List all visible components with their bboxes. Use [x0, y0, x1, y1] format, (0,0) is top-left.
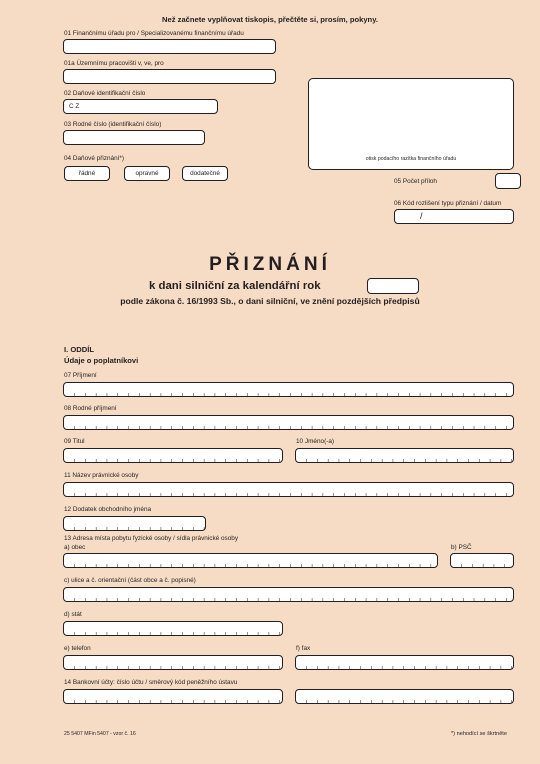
form-code: 25 5407 MFin 5407 - vzor č. 16 — [64, 731, 136, 737]
birth-surname-input[interactable] — [63, 415, 514, 430]
form-subtitle: k dani silniční za kalendářní rok — [149, 280, 321, 292]
territorial-office-input[interactable] — [63, 69, 276, 84]
field-13a-label: a) obec — [64, 544, 86, 551]
field-13d-label: d) stát — [64, 611, 82, 618]
municipality-input[interactable] — [63, 553, 438, 568]
field-13e-label: e) telefon — [64, 645, 91, 652]
attachments-count-input[interactable] — [495, 173, 521, 189]
field-03-label: 03 Rodné číslo (identifikační číslo) — [64, 121, 162, 128]
form-title: PŘIZNÁNÍ — [209, 254, 331, 275]
field-13-label: 13 Adresa místa pobytu fyzické osoby / sídla právnické osoby — [64, 535, 239, 542]
field-07-label: 07 Příjmení — [64, 372, 97, 379]
field-09-label: 09 Titul — [64, 438, 85, 445]
first-name-input[interactable] — [295, 448, 514, 463]
code-date-separator: / — [420, 211, 423, 221]
field-12-label: 12 Dodatek obchodního jména — [64, 506, 152, 513]
street-input[interactable] — [63, 587, 514, 602]
section-title: I. ODDÍL — [64, 345, 94, 354]
field-02-label: 02 Daňové identifikační číslo — [64, 90, 146, 97]
fax-input[interactable] — [295, 655, 514, 670]
instruction-text: Než začnete vyplňovat tiskopis, přečtěte si, prosím, pokyny. — [162, 15, 378, 24]
stamp-label: otisk podacího razítka finančního úřadu — [365, 156, 457, 162]
surname-input[interactable] — [63, 382, 514, 397]
field-01a-label: 01a Územnímu pracovišti v, ve, pro — [64, 60, 164, 67]
title-input[interactable] — [63, 448, 283, 463]
return-type-regular[interactable]: řádné — [64, 166, 110, 181]
field-10-label: 10 Jméno(-a) — [296, 438, 335, 445]
calendar-year-input[interactable] — [367, 278, 419, 294]
return-type-corrective[interactable]: opravné — [124, 166, 170, 181]
tax-id-input[interactable] — [63, 99, 218, 114]
field-13f-label: f) fax — [296, 645, 311, 652]
phone-input[interactable] — [63, 655, 283, 670]
bank-account-input-1[interactable] — [63, 689, 283, 704]
field-13c-label: c) ulice a č. orientační (část obce a č. popisné) — [64, 577, 196, 584]
field-14-label: 14 Bankovní účty: číslo účtu / směrový kód peněžního ústavu — [64, 679, 238, 686]
return-type-additional[interactable]: dodatečné — [182, 166, 228, 181]
law-reference: podle zákona č. 16/1993 Sb., o dani silniční, ve znění pozdějších předpisů — [120, 296, 420, 306]
bank-account-input-2[interactable] — [295, 689, 514, 704]
stamp-box — [308, 78, 514, 170]
tax-id-prefix: C Z — [69, 103, 80, 110]
field-11-label: 11 Název právnické osoby — [64, 472, 139, 479]
business-name-suffix-input[interactable] — [63, 516, 206, 531]
field-13b-label: b) PSČ — [451, 544, 472, 551]
company-name-input[interactable] — [63, 482, 514, 497]
postal-code-input[interactable] — [450, 553, 514, 568]
field-06-label: 06 Kód rozlišení typu přiznání / datum — [394, 200, 502, 207]
section-subtitle: Údaje o poplatníkovi — [64, 356, 139, 365]
field-01-label: 01 Finančnímu úřadu pro / Specializovanému finančnímu úřadu — [64, 30, 244, 37]
birth-number-input[interactable] — [63, 130, 205, 145]
field-08-label: 08 Rodné příjmení — [64, 405, 117, 412]
footnote: *) nehodící se škrtněte — [451, 731, 507, 737]
country-input[interactable] — [63, 621, 283, 636]
field-05-label: 05 Počet příloh — [394, 178, 437, 185]
field-04-label: 04 Daňové přiznání*) — [64, 155, 125, 162]
return-code-date-input[interactable] — [394, 209, 514, 224]
tax-office-input[interactable] — [63, 39, 276, 54]
